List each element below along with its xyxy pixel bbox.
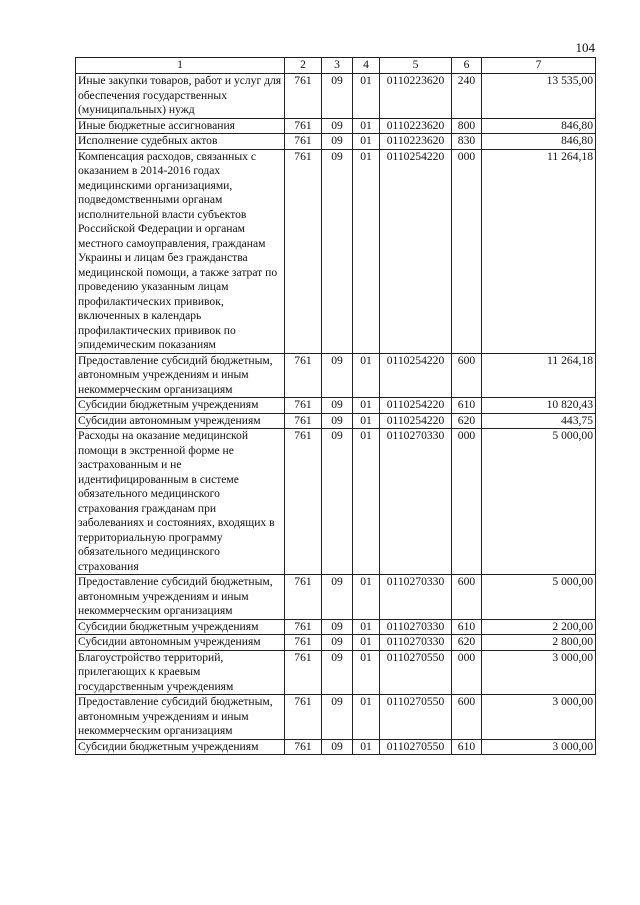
- target-article-code: 0110270550: [380, 739, 452, 755]
- target-article-code: 0110270550: [380, 695, 452, 740]
- table-row: [76, 149, 596, 353]
- row-description: Исполнение судебных актов: [76, 134, 285, 150]
- column-header: 3: [322, 58, 353, 74]
- column-header: 5: [380, 58, 452, 74]
- table-row: [76, 739, 596, 755]
- subsection-code: 01: [353, 650, 380, 695]
- target-article-code: 0110270330: [380, 635, 452, 651]
- section-code: 09: [322, 650, 353, 695]
- subsection-code: 01: [353, 74, 380, 119]
- subsection-code: 01: [353, 575, 380, 620]
- ministry-code: 761: [285, 74, 322, 119]
- amount: 11 264,18: [482, 353, 596, 398]
- expense-type-code: 610: [452, 398, 482, 414]
- column-header: 2: [285, 58, 322, 74]
- amount: 3 000,00: [482, 739, 596, 755]
- table-header: [76, 58, 596, 74]
- expense-type-code: 000: [452, 429, 482, 575]
- row-description: Предоставление субсидий бюджетным, автономным учреждениям и иным некоммерческим организациям: [76, 695, 285, 740]
- expense-type-code: 620: [452, 635, 482, 651]
- ministry-code: 761: [285, 429, 322, 575]
- target-article-code: 0110270330: [380, 429, 452, 575]
- expense-type-code: 610: [452, 739, 482, 755]
- ministry-code: 761: [285, 650, 322, 695]
- ministry-code: 761: [285, 134, 322, 150]
- table-row: [76, 353, 596, 398]
- section-code: 09: [322, 118, 353, 134]
- ministry-code: 761: [285, 575, 322, 620]
- target-article-code: 0110270330: [380, 575, 452, 620]
- row-description: Иные закупки товаров, работ и услуг для обеспечения государственных (муниципальных) нужд: [76, 74, 285, 119]
- row-description: Благоустройство территорий, прилегающих к краевым государственным учреждениям: [76, 650, 285, 695]
- section-code: 09: [322, 429, 353, 575]
- column-header: 6: [452, 58, 482, 74]
- amount: 11 264,18: [482, 149, 596, 353]
- subsection-code: 01: [353, 134, 380, 150]
- section-code: 09: [322, 413, 353, 429]
- subsection-code: 01: [353, 739, 380, 755]
- section-code: 09: [322, 149, 353, 353]
- expense-type-code: 000: [452, 650, 482, 695]
- column-header: 7: [482, 58, 596, 74]
- table-row: [76, 134, 596, 150]
- expense-type-code: 830: [452, 134, 482, 150]
- table-body: [76, 74, 596, 755]
- amount: 5 000,00: [482, 429, 596, 575]
- section-code: 09: [322, 134, 353, 150]
- ministry-code: 761: [285, 353, 322, 398]
- expense-type-code: 600: [452, 353, 482, 398]
- section-code: 09: [322, 353, 353, 398]
- subsection-code: 01: [353, 118, 380, 134]
- section-code: 09: [322, 575, 353, 620]
- amount: 3 000,00: [482, 695, 596, 740]
- subsection-code: 01: [353, 398, 380, 414]
- table-row: [76, 575, 596, 620]
- row-description: Компенсация расходов, связанных с оказанием в 2014-2016 годах медицинскими организациями, подведомственными органам исполнительной власти субъектов Российской Федерации и органам местного самоуправления, гражданам Украины и лицам без гражданства медицинской помощи, а также затрат по проведению указанным лицам профилактических прививок, включенных в календарь профилактических прививок по эпидемическим показаниям: [76, 149, 285, 353]
- row-description: Предоставление субсидий бюджетным, автономным учреждениям и иным некоммерческим организациям: [76, 575, 285, 620]
- expense-type-code: 610: [452, 619, 482, 635]
- expense-type-code: 600: [452, 695, 482, 740]
- row-description: Субсидии бюджетным учреждениям: [76, 619, 285, 635]
- page-number: 104: [575, 40, 595, 55]
- amount: 846,80: [482, 134, 596, 150]
- ministry-code: 761: [285, 695, 322, 740]
- amount: 3 000,00: [482, 650, 596, 695]
- target-article-code: 0110254220: [380, 413, 452, 429]
- amount: 443,75: [482, 413, 596, 429]
- ministry-code: 761: [285, 398, 322, 414]
- table-row: [76, 695, 596, 740]
- target-article-code: 0110223620: [380, 74, 452, 119]
- row-description: Субсидии бюджетным учреждениям: [76, 739, 285, 755]
- ministry-code: 761: [285, 413, 322, 429]
- expense-type-code: 620: [452, 413, 482, 429]
- header-row: [76, 58, 596, 74]
- table-row: [76, 398, 596, 414]
- row-description: Иные бюджетные ассигнования: [76, 118, 285, 134]
- subsection-code: 01: [353, 149, 380, 353]
- amount: 5 000,00: [482, 575, 596, 620]
- table-row: [76, 429, 596, 575]
- table-row: [76, 118, 596, 134]
- subsection-code: 01: [353, 429, 380, 575]
- amount: 2 200,00: [482, 619, 596, 635]
- subsection-code: 01: [353, 413, 380, 429]
- expense-type-code: 000: [452, 149, 482, 353]
- target-article-code: 0110270550: [380, 650, 452, 695]
- section-code: 09: [322, 398, 353, 414]
- target-article-code: 0110270330: [380, 619, 452, 635]
- row-description: Расходы на оказание медицинской помощи в экстренной форме не застрахованным и не идентифицированным в системе обязательного медицинского страхования гражданам при заболеваниях и состояниях, входящих в территориальную программу обязательного медицинского страхования: [76, 429, 285, 575]
- ministry-code: 761: [285, 739, 322, 755]
- expense-type-code: 600: [452, 575, 482, 620]
- section-code: 09: [322, 74, 353, 119]
- table-row: [76, 635, 596, 651]
- target-article-code: 0110254220: [380, 149, 452, 353]
- expense-type-code: 240: [452, 74, 482, 119]
- expense-type-code: 800: [452, 118, 482, 134]
- ministry-code: 761: [285, 149, 322, 353]
- target-article-code: 0110223620: [380, 134, 452, 150]
- row-description: Предоставление субсидий бюджетным, автономным учреждениям и иным некоммерческим организациям: [76, 353, 285, 398]
- column-header: 1: [76, 58, 285, 74]
- column-header: 4: [353, 58, 380, 74]
- table-row: [76, 413, 596, 429]
- amount: 846,80: [482, 118, 596, 134]
- amount: 13 535,00: [482, 74, 596, 119]
- row-description: Субсидии автономным учреждениям: [76, 635, 285, 651]
- ministry-code: 761: [285, 118, 322, 134]
- table-row: [76, 650, 596, 695]
- target-article-code: 0110223620: [380, 118, 452, 134]
- amount: 10 820,43: [482, 398, 596, 414]
- row-description: Субсидии бюджетным учреждениям: [76, 398, 285, 414]
- section-code: 09: [322, 739, 353, 755]
- subsection-code: 01: [353, 695, 380, 740]
- subsection-code: 01: [353, 635, 380, 651]
- section-code: 09: [322, 695, 353, 740]
- section-code: 09: [322, 635, 353, 651]
- subsection-code: 01: [353, 353, 380, 398]
- subsection-code: 01: [353, 619, 380, 635]
- budget-table: [75, 57, 596, 755]
- table-row: [76, 74, 596, 119]
- ministry-code: 761: [285, 635, 322, 651]
- target-article-code: 0110254220: [380, 398, 452, 414]
- amount: 2 800,00: [482, 635, 596, 651]
- target-article-code: 0110254220: [380, 353, 452, 398]
- section-code: 09: [322, 619, 353, 635]
- ministry-code: 761: [285, 619, 322, 635]
- table-row: [76, 619, 596, 635]
- row-description: Субсидии автономным учреждениям: [76, 413, 285, 429]
